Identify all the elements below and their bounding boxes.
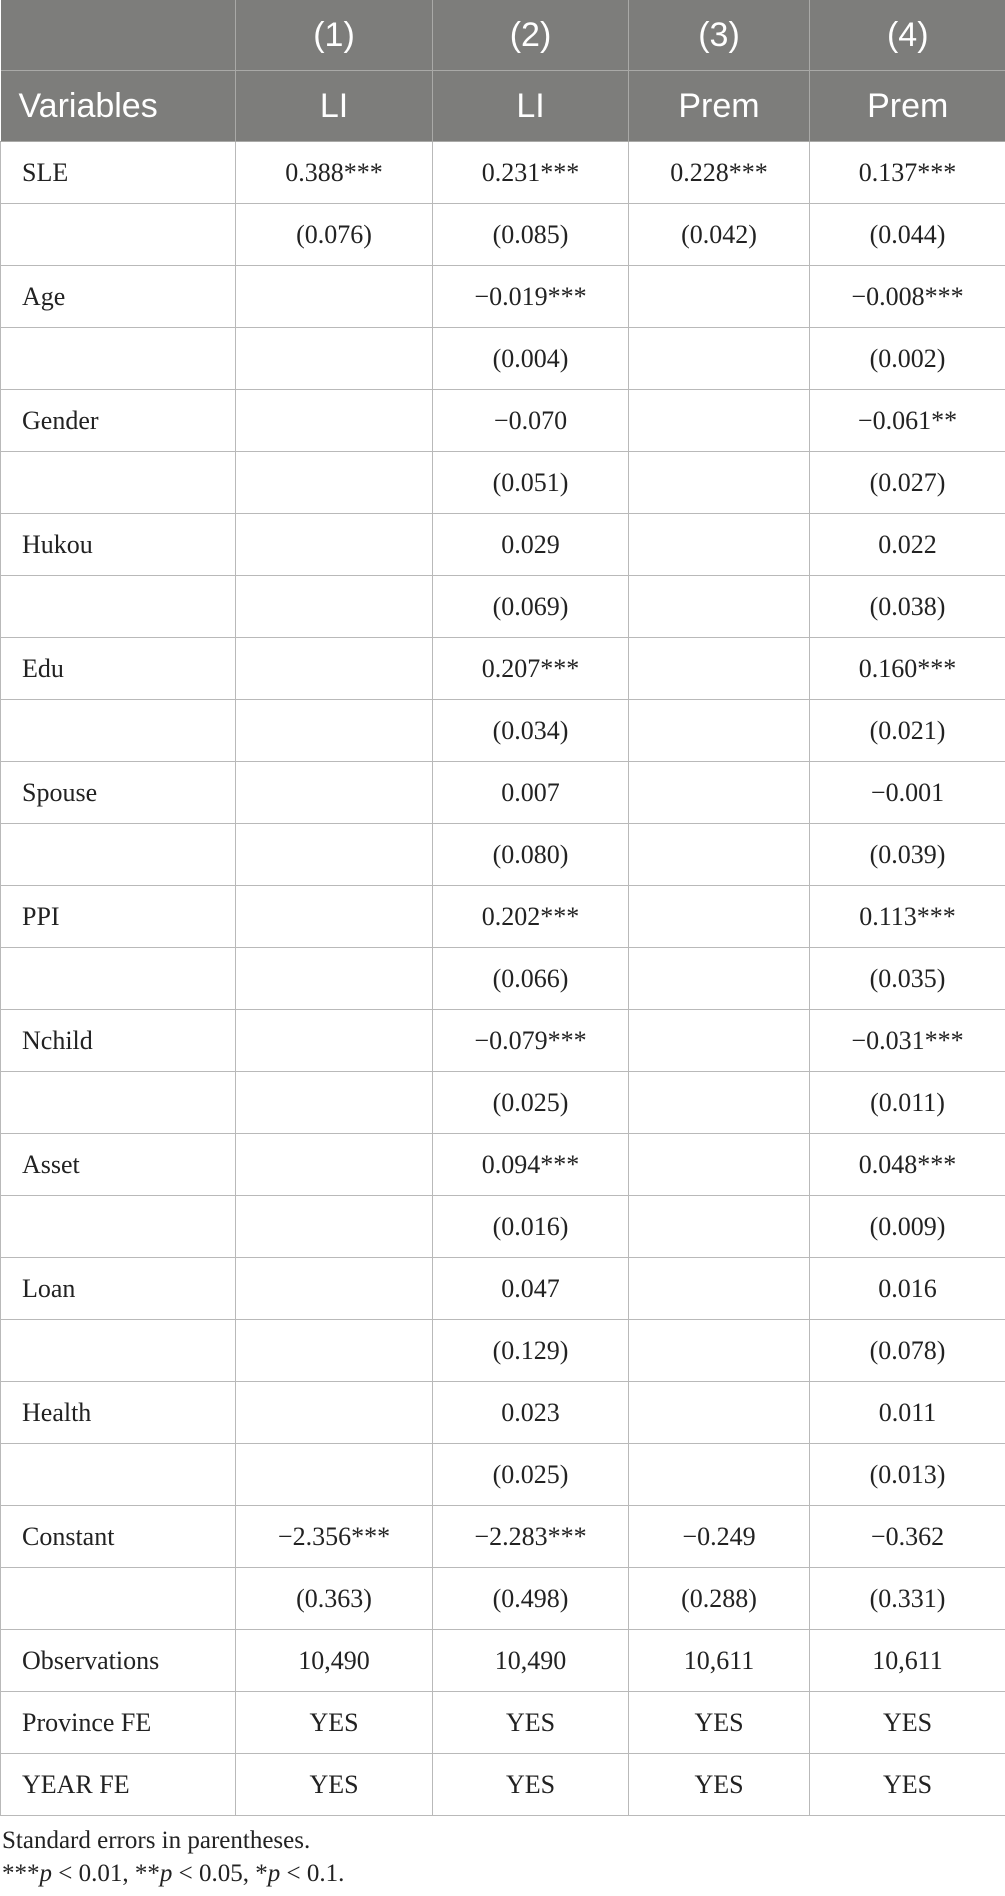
- value-cell: [629, 452, 810, 514]
- row-label-cell: Health: [1, 1382, 236, 1444]
- value-cell: (0.498): [433, 1568, 629, 1630]
- table-row: [1, 328, 1005, 390]
- value-cell: [629, 824, 810, 886]
- table-row: [1, 142, 1005, 204]
- value-cell: [629, 576, 810, 638]
- header-number-cell: (4): [810, 0, 1005, 71]
- value-cell: [236, 1010, 433, 1072]
- value-cell: 0.011: [810, 1382, 1005, 1444]
- notes-part: < 0.01, **: [52, 1860, 160, 1887]
- value-cell: [236, 266, 433, 328]
- value-cell: [629, 1196, 810, 1258]
- value-cell: (0.076): [236, 204, 433, 266]
- table-body: [1, 142, 1005, 1816]
- value-cell: [236, 1258, 433, 1320]
- value-cell: YES: [433, 1754, 629, 1816]
- value-cell: 10,490: [433, 1630, 629, 1692]
- row-label-cell: [1, 1444, 236, 1506]
- row-label-cell: Edu: [1, 638, 236, 700]
- value-cell: 0.228***: [629, 142, 810, 204]
- table-row: [1, 1754, 1005, 1816]
- notes-standard-errors: Standard errors in parentheses.: [2, 1827, 311, 1854]
- table-row: [1, 576, 1005, 638]
- value-cell: (0.080): [433, 824, 629, 886]
- value-cell: [236, 824, 433, 886]
- row-label-cell: Age: [1, 266, 236, 328]
- value-cell: (0.363): [236, 1568, 433, 1630]
- value-cell: (0.288): [629, 1568, 810, 1630]
- value-cell: [236, 700, 433, 762]
- value-cell: [236, 452, 433, 514]
- value-cell: −0.249: [629, 1506, 810, 1568]
- value-cell: YES: [236, 1754, 433, 1816]
- value-cell: [236, 1196, 433, 1258]
- value-cell: (0.051): [433, 452, 629, 514]
- notes-part: < 0.05, *: [172, 1860, 268, 1887]
- value-cell: [629, 762, 810, 824]
- notes-part: p: [39, 1860, 52, 1887]
- value-cell: [629, 948, 810, 1010]
- value-cell: [629, 638, 810, 700]
- table-row: [1, 1258, 1005, 1320]
- value-cell: (0.025): [433, 1072, 629, 1134]
- value-cell: 0.137***: [810, 142, 1005, 204]
- value-cell: 0.047: [433, 1258, 629, 1320]
- table-row: [1, 886, 1005, 948]
- value-cell: 0.094***: [433, 1134, 629, 1196]
- value-cell: −0.031***: [810, 1010, 1005, 1072]
- row-label-cell: Hukou: [1, 514, 236, 576]
- value-cell: [629, 1134, 810, 1196]
- row-label-cell: [1, 948, 236, 1010]
- row-label-cell: Gender: [1, 390, 236, 452]
- header-name-cell: LI: [433, 71, 629, 142]
- value-cell: [629, 1444, 810, 1506]
- header-number-cell: (3): [629, 0, 810, 71]
- table-row: [1, 266, 1005, 328]
- value-cell: (0.085): [433, 204, 629, 266]
- header-variables-cell: Variables: [1, 71, 236, 142]
- value-cell: 10,490: [236, 1630, 433, 1692]
- value-cell: (0.039): [810, 824, 1005, 886]
- table-header: [1, 0, 1005, 142]
- row-label-cell: Province FE: [1, 1692, 236, 1754]
- value-cell: [236, 1072, 433, 1134]
- value-cell: [629, 700, 810, 762]
- value-cell: 0.113***: [810, 886, 1005, 948]
- row-label-cell: YEAR FE: [1, 1754, 236, 1816]
- table-row: [1, 948, 1005, 1010]
- value-cell: 0.388***: [236, 142, 433, 204]
- value-cell: [629, 328, 810, 390]
- table-row: [1, 762, 1005, 824]
- table-row: [1, 1382, 1005, 1444]
- value-cell: −2.356***: [236, 1506, 433, 1568]
- value-cell: [236, 948, 433, 1010]
- value-cell: 0.231***: [433, 142, 629, 204]
- notes-part: < 0.1.: [280, 1860, 345, 1887]
- table-row: [1, 1196, 1005, 1258]
- value-cell: (0.035): [810, 948, 1005, 1010]
- table-row: [1, 1568, 1005, 1630]
- value-cell: YES: [629, 1754, 810, 1816]
- value-cell: (0.002): [810, 328, 1005, 390]
- value-cell: (0.038): [810, 576, 1005, 638]
- row-label-cell: Nchild: [1, 1010, 236, 1072]
- value-cell: [236, 576, 433, 638]
- row-label-cell: [1, 1320, 236, 1382]
- table-row: [1, 1444, 1005, 1506]
- value-cell: −0.001: [810, 762, 1005, 824]
- header-number-cell: [1, 0, 236, 71]
- table-row: [1, 1692, 1005, 1754]
- value-cell: YES: [810, 1692, 1005, 1754]
- value-cell: [236, 762, 433, 824]
- value-cell: [629, 1382, 810, 1444]
- table-row: [1, 204, 1005, 266]
- header-name-cell: Prem: [629, 71, 810, 142]
- value-cell: [629, 1072, 810, 1134]
- value-cell: (0.009): [810, 1196, 1005, 1258]
- table-row: [1, 1630, 1005, 1692]
- row-label-cell: [1, 1568, 236, 1630]
- value-cell: (0.042): [629, 204, 810, 266]
- value-cell: −0.061**: [810, 390, 1005, 452]
- value-cell: 10,611: [810, 1630, 1005, 1692]
- table-row: [1, 1010, 1005, 1072]
- table-notes: [0, 1824, 1005, 1890]
- value-cell: [236, 1134, 433, 1196]
- header-name-cell: Prem: [810, 71, 1005, 142]
- value-cell: 0.048***: [810, 1134, 1005, 1196]
- value-cell: 0.207***: [433, 638, 629, 700]
- value-cell: (0.025): [433, 1444, 629, 1506]
- value-cell: −0.070: [433, 390, 629, 452]
- value-cell: (0.129): [433, 1320, 629, 1382]
- value-cell: (0.027): [810, 452, 1005, 514]
- value-cell: YES: [629, 1692, 810, 1754]
- value-cell: [236, 1444, 433, 1506]
- notes-significance: [2, 1857, 1005, 1890]
- value-cell: 0.016: [810, 1258, 1005, 1320]
- value-cell: 0.029: [433, 514, 629, 576]
- table-row: [1, 638, 1005, 700]
- table-row: [1, 1320, 1005, 1382]
- value-cell: [236, 886, 433, 948]
- header-name-row: [1, 71, 1005, 142]
- table-row: [1, 1072, 1005, 1134]
- notes-part: ***: [2, 1860, 40, 1887]
- value-cell: −0.008***: [810, 266, 1005, 328]
- row-label-cell: [1, 700, 236, 762]
- value-cell: [629, 1010, 810, 1072]
- value-cell: [629, 390, 810, 452]
- row-label-cell: [1, 824, 236, 886]
- value-cell: −2.283***: [433, 1506, 629, 1568]
- table-row: [1, 1506, 1005, 1568]
- row-label-cell: [1, 452, 236, 514]
- row-label-cell: SLE: [1, 142, 236, 204]
- header-number-cell: (2): [433, 0, 629, 71]
- row-label-cell: Observations: [1, 1630, 236, 1692]
- row-label-cell: [1, 1072, 236, 1134]
- value-cell: (0.016): [433, 1196, 629, 1258]
- header-name-cell: LI: [236, 71, 433, 142]
- value-cell: (0.078): [810, 1320, 1005, 1382]
- value-cell: −0.019***: [433, 266, 629, 328]
- value-cell: −0.362: [810, 1506, 1005, 1568]
- table-row: [1, 452, 1005, 514]
- value-cell: [236, 1382, 433, 1444]
- row-label-cell: [1, 204, 236, 266]
- value-cell: (0.011): [810, 1072, 1005, 1134]
- value-cell: (0.013): [810, 1444, 1005, 1506]
- value-cell: [629, 1258, 810, 1320]
- value-cell: [236, 390, 433, 452]
- table-row: [1, 514, 1005, 576]
- header-number-row: [1, 0, 1005, 71]
- value-cell: 0.007: [433, 762, 629, 824]
- value-cell: 0.023: [433, 1382, 629, 1444]
- row-label-cell: PPI: [1, 886, 236, 948]
- value-cell: [236, 514, 433, 576]
- value-cell: (0.034): [433, 700, 629, 762]
- value-cell: YES: [810, 1754, 1005, 1816]
- notes-part: p: [159, 1860, 173, 1887]
- value-cell: [236, 1320, 433, 1382]
- value-cell: (0.066): [433, 948, 629, 1010]
- value-cell: [236, 638, 433, 700]
- value-cell: 0.202***: [433, 886, 629, 948]
- value-cell: [629, 886, 810, 948]
- value-cell: [629, 266, 810, 328]
- value-cell: YES: [433, 1692, 629, 1754]
- value-cell: 0.160***: [810, 638, 1005, 700]
- row-label-cell: Loan: [1, 1258, 236, 1320]
- header-number-cell: (1): [236, 0, 433, 71]
- value-cell: YES: [236, 1692, 433, 1754]
- value-cell: [629, 1320, 810, 1382]
- table-row: [1, 700, 1005, 762]
- value-cell: −0.079***: [433, 1010, 629, 1072]
- value-cell: 0.022: [810, 514, 1005, 576]
- row-label-cell: [1, 328, 236, 390]
- notes-part: p: [267, 1860, 281, 1887]
- value-cell: (0.069): [433, 576, 629, 638]
- value-cell: (0.004): [433, 328, 629, 390]
- row-label-cell: [1, 576, 236, 638]
- row-label-cell: [1, 1196, 236, 1258]
- row-label-cell: Spouse: [1, 762, 236, 824]
- table-row: [1, 1134, 1005, 1196]
- value-cell: (0.044): [810, 204, 1005, 266]
- row-label-cell: Asset: [1, 1134, 236, 1196]
- value-cell: [629, 514, 810, 576]
- row-label-cell: Constant: [1, 1506, 236, 1568]
- table-row: [1, 390, 1005, 452]
- value-cell: 10,611: [629, 1630, 810, 1692]
- value-cell: (0.021): [810, 700, 1005, 762]
- value-cell: (0.331): [810, 1568, 1005, 1630]
- table-row: [1, 824, 1005, 886]
- value-cell: [236, 328, 433, 390]
